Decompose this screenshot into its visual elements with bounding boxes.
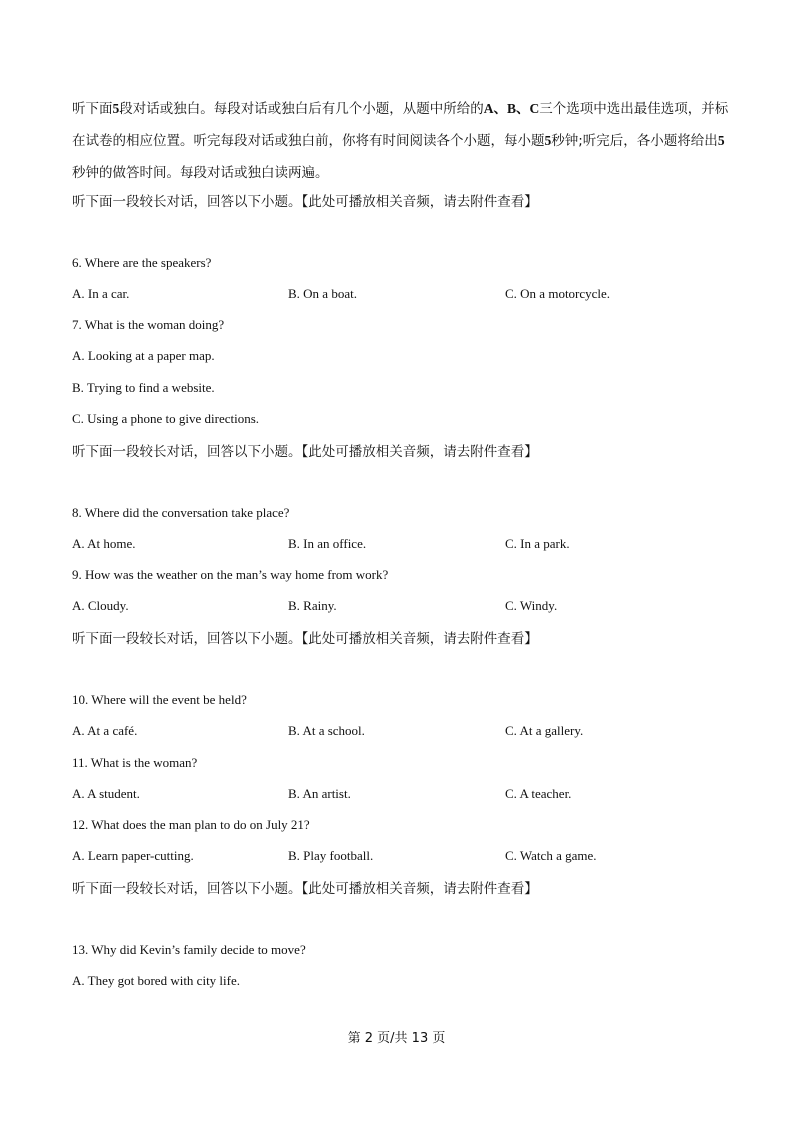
options-row [72,286,732,304]
option-c: C. Watch a game. [505,848,597,863]
option-a: A. Learn paper-cutting. [72,848,194,863]
option-c: C. A teacher. [505,786,572,801]
option-c: C. Windy. [505,598,558,613]
option-c: C. Using a phone to give directions. [72,411,260,426]
question-7: 7. What is the woman doing? [72,317,225,332]
option-c: C. At a gallery. [505,723,584,738]
instructions-text: 听下面 [72,101,113,117]
instructions-number: 5 [112,101,120,116]
option-b: B. In an office. [288,536,367,551]
option-c: C. In a park. [505,536,570,551]
option-a: A. Cloudy. [72,598,129,613]
question-10: 10. Where will the event be held? [72,692,247,707]
option-a: A. Looking at a paper map. [72,348,215,363]
instructions-text: 秒钟;听完后，各小题将给出 [551,133,718,149]
option-b: B. Trying to find a website. [72,380,215,395]
option-b: B. Rainy. [288,598,337,613]
question-12: 12. What does the man plan to do on July 21? [72,817,310,832]
question-13: 13. Why did Kevin’s family decide to move? [72,942,306,957]
instructions-text: 三个选项中选出最佳选项，并标在试卷的相应位置。听完每段对话或独白前，你将有时间阅读各个小题，每小题 [72,101,729,149]
option-c: C. On a motorcycle. [505,286,611,301]
options-row [72,848,732,866]
option-a: A. In a car. [72,286,130,301]
option-b: B. At a school. [288,723,365,738]
instructions-text: 秒钟的做答时间。每段对话或独白读两遍。 [72,165,329,181]
options-row [72,786,732,804]
option-b: B. An artist. [288,786,351,801]
option-a: A. At a café. [72,723,138,738]
instructions-number: 5 [717,133,725,148]
options-row [72,598,732,616]
instructions-text: 段对话或独白。每段对话或独白后有几个小题，从题中所给的 [119,101,484,117]
option-b: B. Play football. [288,848,374,863]
options-row [72,723,732,741]
section-instructions [72,93,732,189]
audio-note: 听下面一段较长对话，回答以下小题。【此处可播放相关音频，请去附件查看】 [72,631,538,647]
question-8: 8. Where did the conversation take place? [72,505,290,520]
audio-note: 听下面一段较长对话，回答以下小题。【此处可播放相关音频，请去附件查看】 [72,444,538,460]
audio-note: 听下面一段较长对话，回答以下小题。【此处可播放相关音频，请去附件查看】 [72,881,538,897]
question-11: 11. What is the woman? [72,755,198,770]
instructions-option-letters: A、B、C [483,101,540,116]
options-row [72,536,732,554]
audio-note: 听下面一段较长对话，回答以下小题。【此处可播放相关音频，请去附件查看】 [72,194,538,210]
question-9: 9. How was the weather on the man’s way home from work? [72,567,389,582]
option-a: A. A student. [72,786,140,801]
question-6: 6. Where are the speakers? [72,255,212,270]
option-b: B. On a boat. [288,286,357,301]
page-footer: 第 2 页/共 13 页 [347,1031,446,1046]
option-a: A. At home. [72,536,136,551]
option-a: A. They got bored with city life. [72,973,241,988]
instructions-number: 5 [544,133,552,148]
